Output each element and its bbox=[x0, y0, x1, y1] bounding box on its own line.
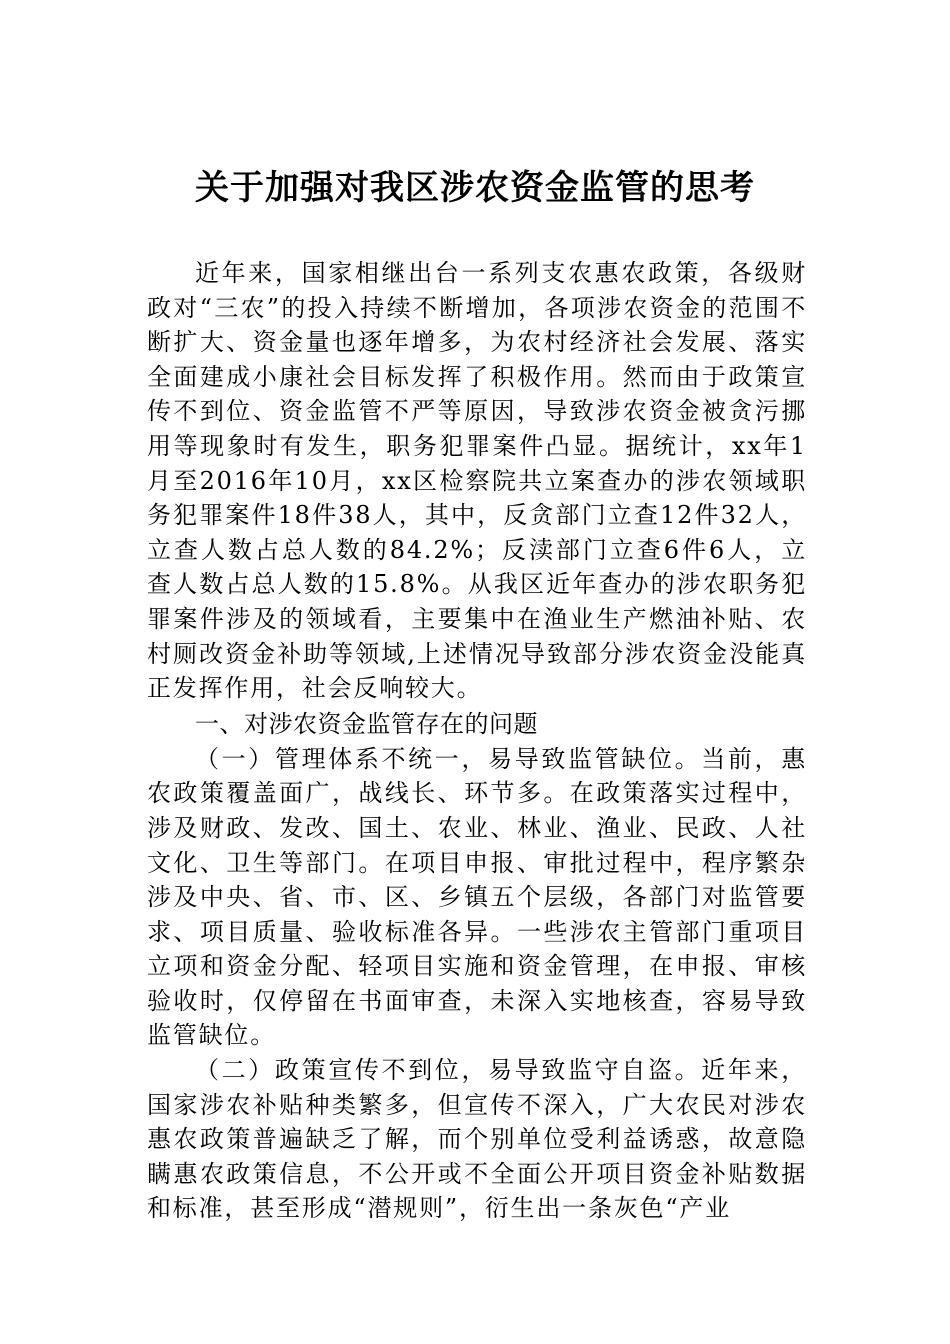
document-title: 关于加强对我区涉农资金监管的思考 bbox=[195, 168, 755, 208]
document-body bbox=[147, 256, 807, 1226]
item-2-paragraph: （二）政策宣传不到位，易导致监守自盗。近年来，国家涉农补贴种类繁多，但宣传不深入，广大农民对涉农惠农政策普遍缺乏了解，而个别单位受利益诱惑，故意隐瞒惠农政策信息，不公开或不全面公开项目资金补贴数据和标准，甚至形成“潜规则”，衍生出一条灰色“产业 bbox=[147, 1056, 807, 1223]
intro-paragraph: 近年来，国家相继出台一系列支农惠农政策，各级财政对“三农”的投入持续不断增加，各项涉农资金的范围不断扩大、资金量也逐年增多，为农村经济社会发展、落实全面建成小康社会目标发挥了积极作用。然而由于政策宣传不到位、资金监管不严等原因，导致涉农资金被贪污挪用等现象时有发生，职务犯罪案件凸显。据统计，xx年1月至2016年10月，xx区检察院共立案查办的涉农领域职务犯罪案件18件38人，其中，反贪部门立查12件32人，立查人数占总人数的84.2%；反渎部门立查6件6人，立查人数占总人数的15.8%。从我区近年查办的涉农职务犯罪案件涉及的领域看，主要集中在渔业生产燃油补贴、农村厕改资金补助等领域,上述情况导致部分涉农资金没能真正发挥作用，社会反响较大。 bbox=[147, 259, 807, 703]
item-1-paragraph: （一）管理体系不统一，易导致监管缺位。当前，惠农政策覆盖面广，战线长、环节多。在政策落实过程中，涉及财政、发改、国土、农业、林业、渔业、民政、人社文化、卫生等部门。在项目申报、审批过程中，程序繁杂涉及中央、省、市、区、乡镇五个层级，各部门对监管要求、项目质量、验收标准各异。一些涉农主管部门重项目立项和资金分配、轻项目实施和资金管理，在申报、审核验收时，仅停留在书面审查，未深入实地核查，容易导致监管缺位。 bbox=[147, 744, 807, 1050]
section-heading: 一、对涉农资金监管存在的问题 bbox=[195, 709, 538, 738]
